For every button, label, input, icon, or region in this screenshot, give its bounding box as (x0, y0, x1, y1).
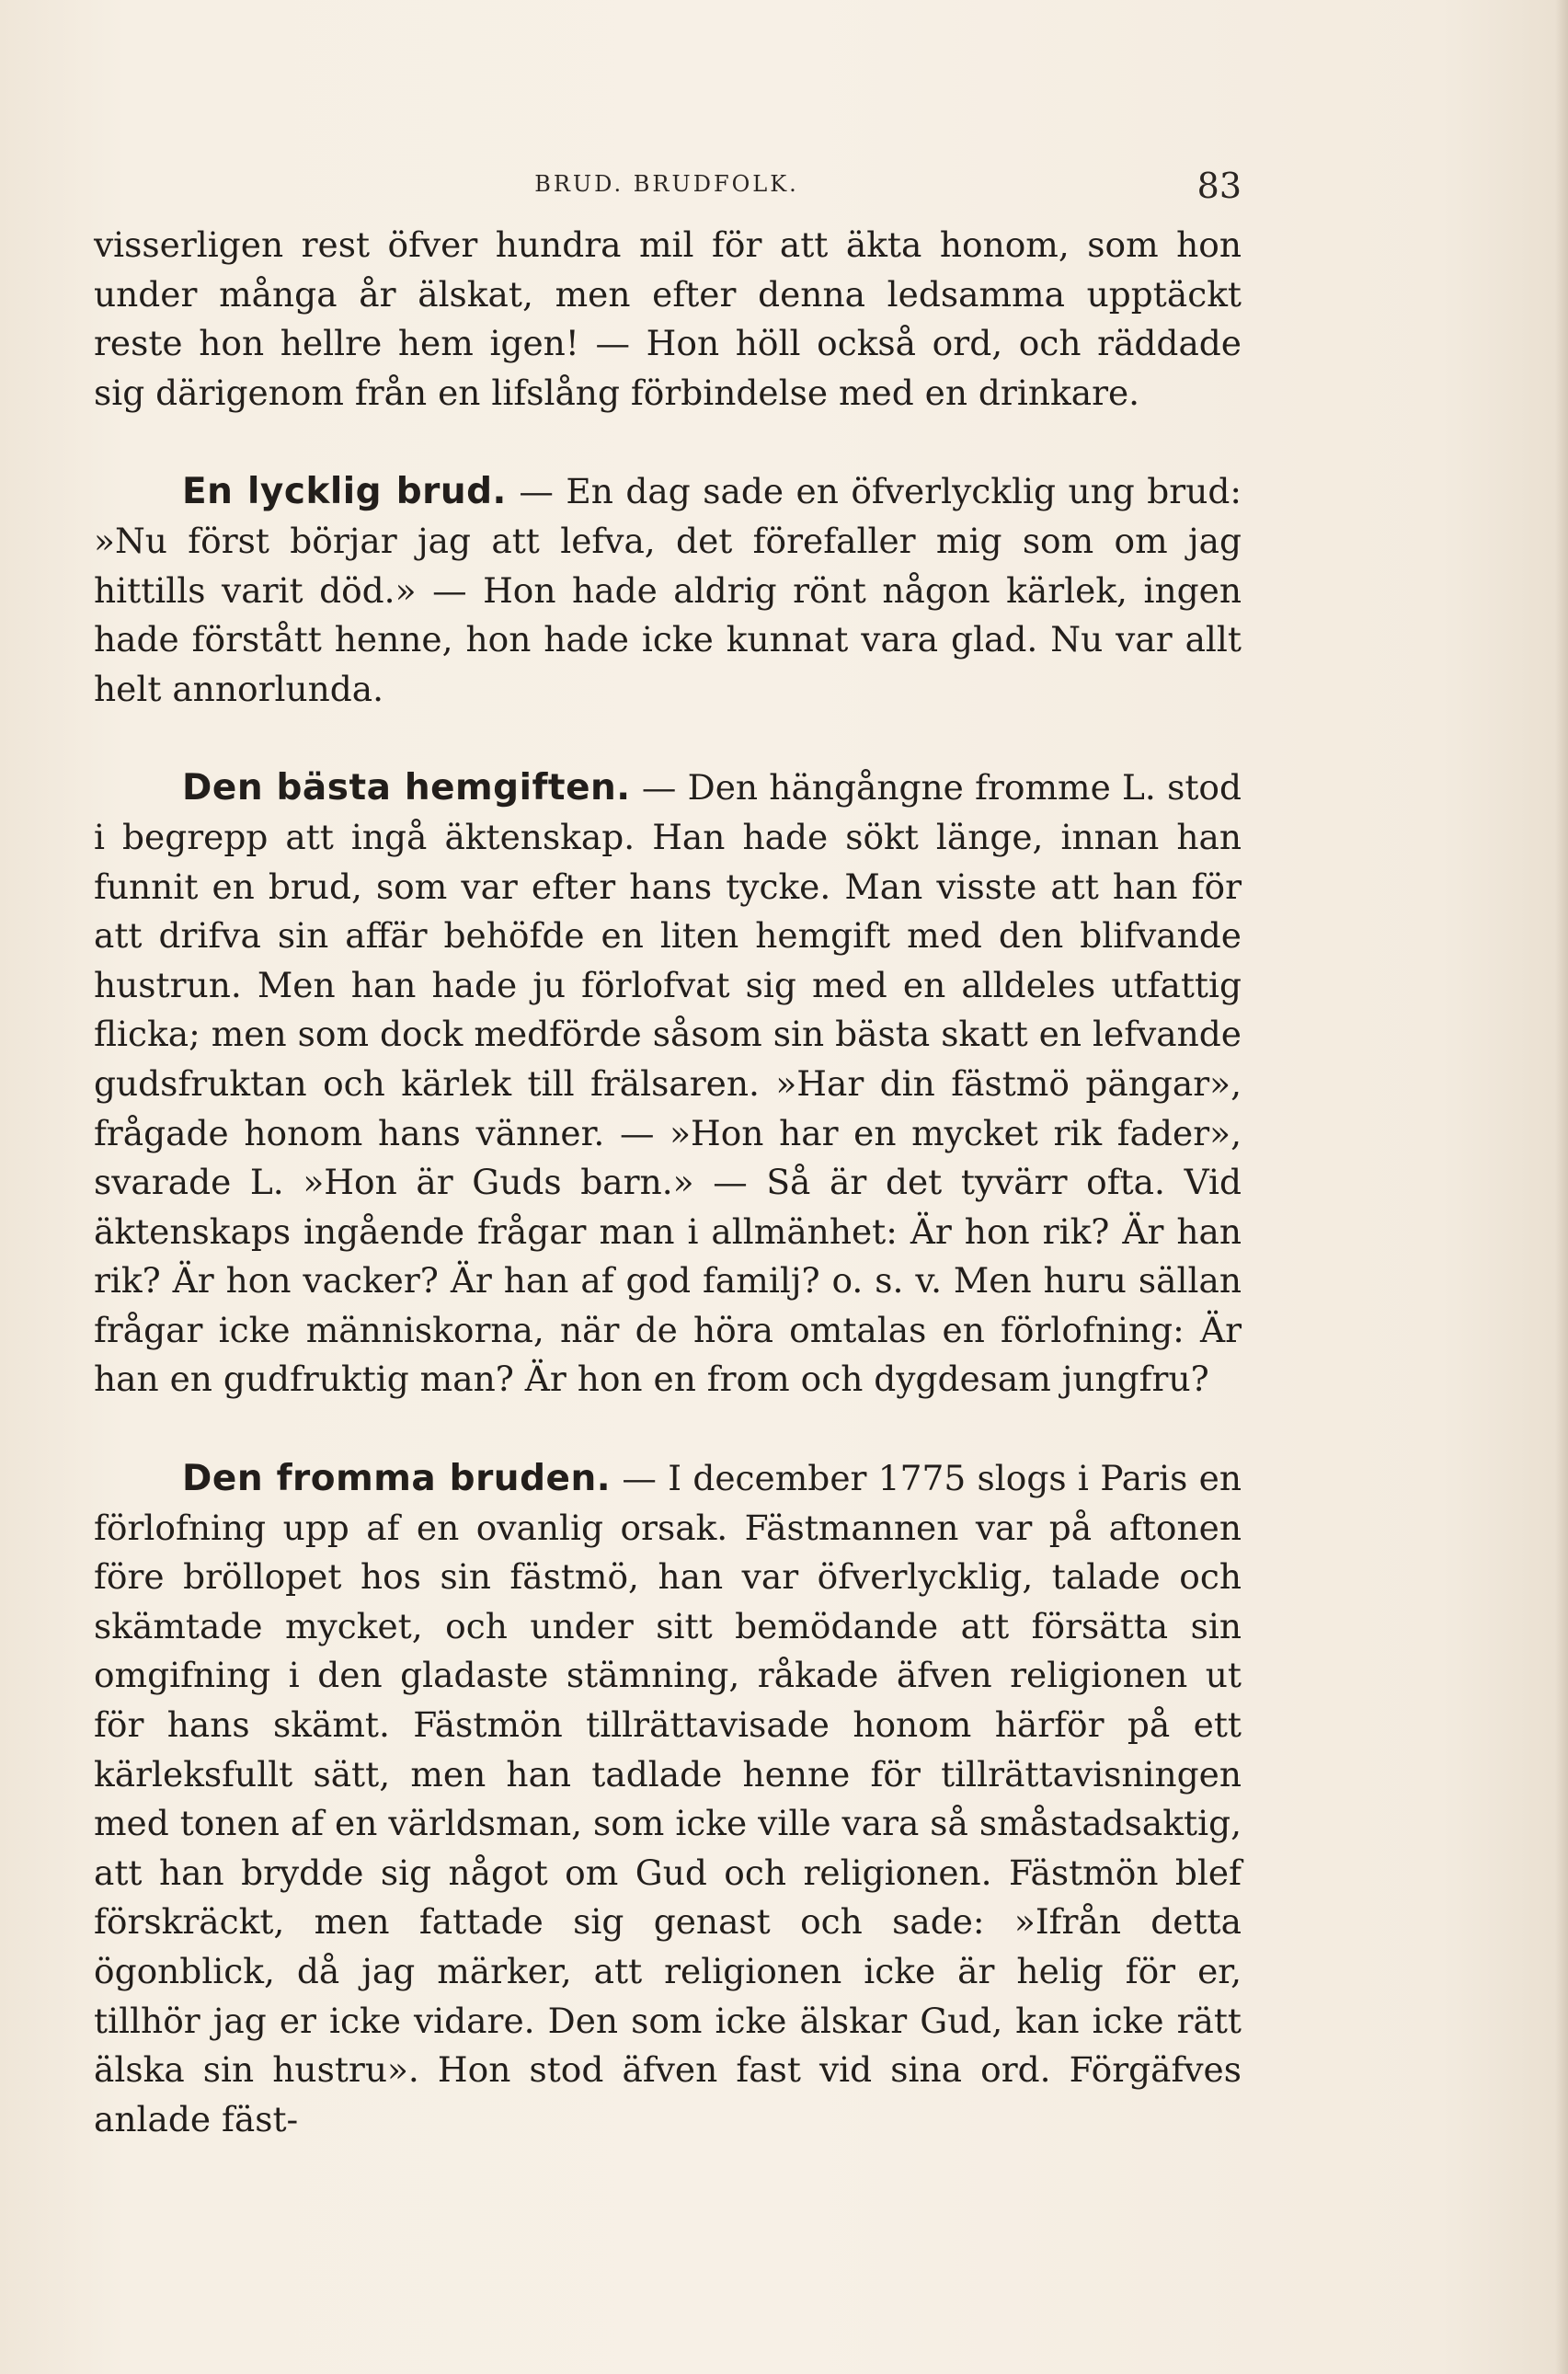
section-en-lycklig-brud (94, 467, 1242, 714)
page-edge-shadow (1555, 0, 1568, 2374)
paragraph-text: — I december 1775 slogs i Paris en förlofning upp af en ovanlig orsak. Fästmannen var på aftonen före bröllopet hos sin fästmö, han var öfverlycklig, talade och skämtade mycket, och under sitt bemödande att försätta sin omgifning i den gladaste stämning, råkade äfven religionen ut för hans skämt. Fästmön tillrättavisade honom härför på ett kärleksfullt sätt, men han tadlade henne för tillrättavisningen med tonen af en världsman, som icke ville vara så småstadsaktig, att han brydde sig något om Gud och religionen. Fästmön blef förskräckt, men fattade sig genast och sade: »Ifrån detta ögonblick, då jag märker, att religionen icke är helig för er, tillhör jag er icke vidare. Den som icke älskar Gud, kan icke rätt älska sin hustru». Hon stod äfven fast vid sina ord. Förgäfves anlade fäst- (94, 1458, 1242, 2139)
running-head: BRUD. BRUDFOLK. (534, 171, 799, 197)
page-number: 83 (1196, 166, 1242, 206)
body-text (94, 221, 1242, 2144)
section-den-fromma-bruden (94, 1454, 1242, 2144)
section-heading: Den bästa hemgiften. (182, 767, 631, 809)
section-heading: Den fromma bruden. (182, 1458, 612, 1500)
paragraph-text: — En dag sade en öfverlycklig ung brud: »Nu först börjar jag att lefva, det förefaller mig som om jag hittills varit död.» — Hon hade aldrig rönt någon kärlek, ingen hade förstått henne, hon hade icke kunnat vara glad. Nu var allt helt annorlunda. (94, 471, 1242, 709)
section-den-basta-hemgiften (94, 763, 1242, 1405)
paragraph-text: — Den hängångne fromme L. stod i begrepp att ingå äktenskap. Han hade sökt länge, innan han funnit en brud, som var efter hans tycke. Man visste att han för att drifva sin affär behöfde en liten hemgift med den blifvande hustrun. Men han hade ju förlofvat sig med en alldeles utfattig flicka; men som dock medförde såsom sin bästa skatt en lefvande gudsfruktan och kärlek till frälsaren. »Har din fästmö pängar», frågade honom hans vänner. — »Hon har en mycket rik fader», svarade L. »Hon är Guds barn.» — Så är det tyvärr ofta. Vid äktenskaps ingående frågar man i allmänhet: Är hon rik? Är han rik? Är hon vacker? Är han af god familj? o. s. v. Men huru sällan frågar icke människorna, när de höra omtalas en förlofning: Är han en gudfruktig man? Är hon en from och dygdesam jungfru? (94, 767, 1242, 1400)
section-heading: En lycklig brud. (182, 471, 507, 513)
page-header (92, 164, 1242, 219)
paragraph-text: visserligen rest öfver hundra mil för att äkta honom, som hon under många år älskat, men efter denna ledsamma upptäckt reste hon hellre hem igen! — Hon höll också ord, och räddade sig därigenom från en lifslång förbindelse med en drinkare. (94, 224, 1242, 413)
paragraph-continuation (94, 221, 1242, 418)
